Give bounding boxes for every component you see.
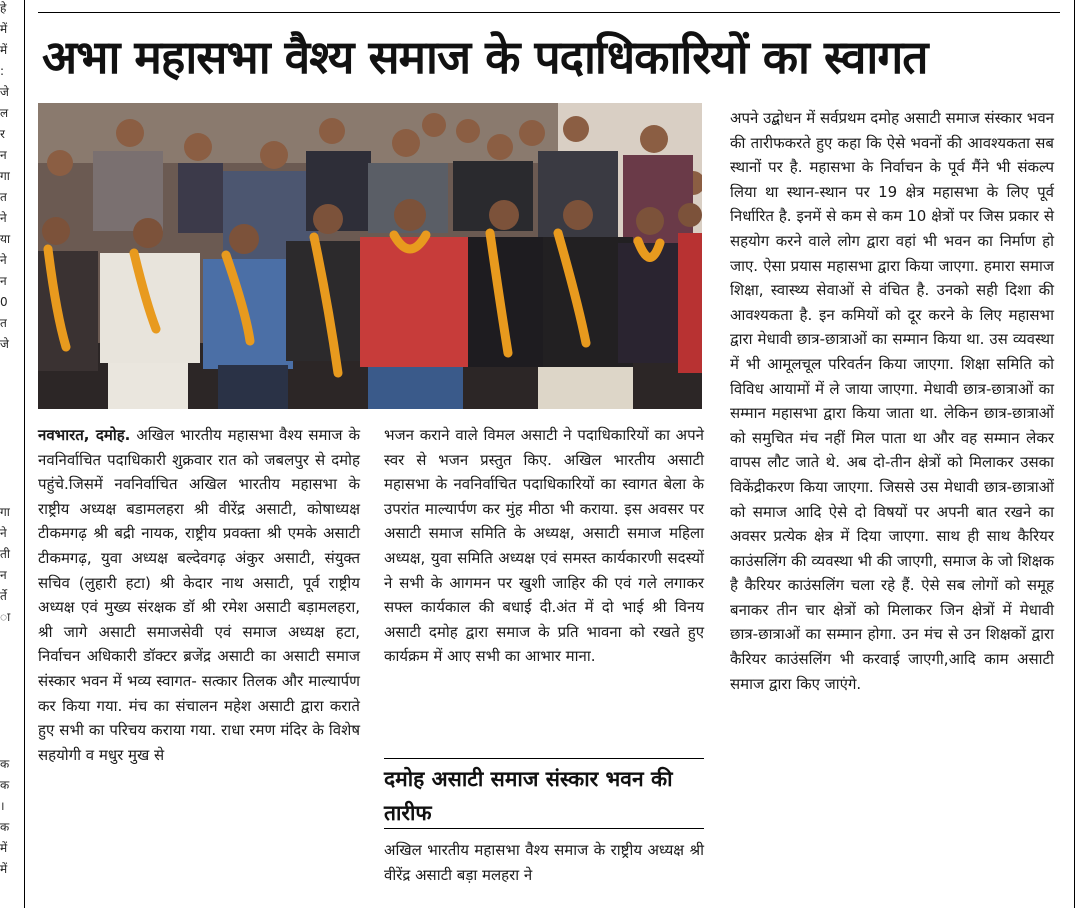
fragment-line: या <box>0 232 11 246</box>
fragment-line: ा <box>0 610 11 624</box>
fragment-line: न <box>0 148 7 162</box>
fragment-line: में <box>0 43 8 57</box>
article-column-3 <box>730 106 1054 696</box>
group-photo-image <box>38 103 702 409</box>
group-photo <box>38 103 702 409</box>
fragment-line: र <box>0 127 5 141</box>
fragment-line <box>0 357 20 378</box>
fragment-line: जे <box>0 85 9 99</box>
fragment-line: हे <box>0 1 7 15</box>
fragment-line: में <box>0 862 8 876</box>
fragment-line: न <box>0 568 7 582</box>
adjacent-column-fragment <box>0 0 20 908</box>
fragment-line: में <box>0 22 8 36</box>
subhead-top-rule <box>384 758 704 759</box>
fragment-line: गा <box>0 505 10 519</box>
fragment-line: र्ते <box>0 589 7 603</box>
article-column-1 <box>38 423 360 767</box>
headline: अभा महासभा वैश्य समाज के पदाधिकारियों का स्वागत <box>42 30 928 84</box>
fragment-line <box>0 441 20 462</box>
fragment-line <box>0 462 20 483</box>
fragment-line <box>0 651 20 672</box>
fragment-line <box>0 735 20 756</box>
fragment-line <box>0 399 20 420</box>
fragment-line <box>0 693 20 714</box>
article-text: भजन कराने वाले विमल असाटी ने पदाधिकारियों का अपने स्वर से भजन प्रस्तुत किए. अखिल भारतीय असाटी महासभा के नवनिर्वाचित पदाधिकारियों का स्वागत बेला के उपरांत माल्यार्पण कर मुंह मीठा भी कराया. इस अवसर पर असाटी समाज समिति के अध्यक्ष, असाटी समाज महिला अध्यक्ष, युवा समिति अध्यक्ष एवं समस्त कार्यकारणी सदस्यों ने सभी के आगमन पर खुशी जाहिर की एवं गले लगाकर सफ्ल कार्यकाल की बधाई दी.अंत में दो भाई श्री विनय असाटी दमोह द्वारा समाज के प्रति भावना को रखते हुए कार्यक्रम में आए सभी का आभार माना. <box>384 426 704 666</box>
right-edge-divider <box>1074 0 1075 908</box>
fragment-line: गा <box>0 169 10 183</box>
fragment-line: । <box>0 799 5 813</box>
article-column-2-continued <box>384 838 704 887</box>
left-column-divider <box>24 0 25 908</box>
headline-top-rule <box>38 12 1060 13</box>
fragment-line <box>0 672 20 693</box>
fragment-line: न <box>0 274 7 288</box>
subhead-bottom-rule <box>384 828 704 829</box>
fragment-line: त <box>0 316 7 330</box>
fragment-line <box>0 420 20 441</box>
fragment-line: ल <box>0 106 9 120</box>
fragment-line: में <box>0 841 8 855</box>
fragment-line <box>0 714 20 735</box>
fragment-line: जे <box>0 337 9 351</box>
fragment-line: क <box>0 778 10 792</box>
fragment-line: ने <box>0 211 7 225</box>
fragment-line: ती <box>0 547 10 561</box>
fragment-line <box>0 630 20 651</box>
fragment-line: ने <box>0 526 7 540</box>
fragment-line: क <box>0 820 10 834</box>
fragment-line: : <box>0 64 5 78</box>
article-text: अखिल भारतीय महासभा वैश्य समाज के नवनिर्वाचित पदाधिकारी शुक्रवार रात को जबलपुर से दमोह पहुंचे.जिसमें नवनिर्वाचित अखिल भारतीय महासभा के राष्ट्रीय अध्यक्ष बडामलहरा श्री वीरेंद्र असाटी, कोषाध्यक्ष टीकमगढ़ श्री बद्री नायक, राष्ट्रीय प्रवक्ता श्री एमके असाटी टीकमगढ़, युवा अध्यक्ष बल्देवगढ़ अंकुर असाटी, संयुक्त सचिव (लुहारी हटा) श्री केदार नाथ असाटी, पूर्व राष्ट्रीय अध्यक्ष एवं मुख्य संरक्षक डॉ श्री रमेश असाटी बड़ामलहरा, श्री जागे असाटी समाजसेवी एवं समाज अध्यक्ष हटा, निर्वाचन अधिकारी डॉक्टर ब्रजेंद्र असाटी का असाटी समाज संस्कार भवन में भव्य स्वागत- सत्कार तिलक और माल्यार्पण कर किया गया. मंच का संचालन महेश असाटी द्वारा कराते हुए सभी का परिचय कराया गया. राधा रमण मंदिर के विशेष सहयोगी व मधुर मुख से <box>38 426 360 764</box>
article-text: अखिल भारतीय महासभा वैश्य समाज के राष्ट्रीय अध्यक्ष श्री वीरेंद्र असाटी बड़ा मलहरा ने <box>384 841 704 884</box>
fragment-line <box>0 483 20 504</box>
article-column-2 <box>384 423 704 669</box>
fragment-line <box>0 378 20 399</box>
fragment-line: ने <box>0 253 7 267</box>
article-text: अपने उद्बोधन में सर्वप्रथम दमोह असाटी समाज संस्कार भवन की तारीफकरते हुए कहा कि ऐसे भवनों की आवश्यकता सब स्थानों पर है. महासभा के निर्वाचन के पूर्व मैंने भी संकल्प लिया था स्थान-स्थान पर 19 क्षेत्र महासभा के लिए पूर्व निर्धारित है. इनमें से कम से कम 10 क्षेत्रों पर जिस प्रकार से सहयोग करने वाले लोग द्वारा वहां भी भवन का निर्माण हो जाए. ऐसा प्रयास महासभा द्वारा किया जाएगा. हमारा समाज शिक्षा, स्वास्थ्य सेवाओं से वंचित है. उनको सही दिशा की आवश्यकता है. इन कमियों को दूर करने के लिए महासभा द्वारा मेधावी छात्र-छात्राओं का सम्मान किया था. उस व्यवस्था में भी आमूलचूल परिवर्तन किया जाएगा. शिक्षा समिति को विविध आयामों में ले जाया जाएगा. मेधावी छात्र-छात्राओं का सम्मान महासभा द्वारा किया जाता था. लेकिन छात्र-छात्राओं को समुचित मंच नहीं मिल पाता था और वह सम्मान लेकर वापस लौट जाते थे. अब दो-तीन क्षेत्रों को मिलाकर उसका विकेंद्रीकरण किया जाएगा. जिससे उस मेधावी छात्र-छात्राओं को समाज आदि ऐसे दो विषयों पर अपनी बात रखने का अवसर प्रत्येक क्षेत्र में दिया जाएगा. साथ ही साथ कैरियर काउंसलिंग की व्यवस्था भी की जाएगी, समाज के जो शिक्षक है कैरियर काउंसलिंग चला रहे हैं. ऐसे सब लोगों को समूह बनाकर तीन चार क्षेत्रों को मिलाकर जिन क्षेत्रों में मेधावी छात्र-छात्राओं का सम्मान होगा. उन मंच से उन शिक्षकों द्वारा कैरियर काउंसलिंग भी करवाई जाएगी,आदि काम असाटी समाज द्वारा किए जाएंगे. <box>730 109 1054 693</box>
fragment-line: क <box>0 757 10 771</box>
fragment-line: त <box>0 190 7 204</box>
fragment-line: 0 <box>0 295 8 309</box>
subheading: दमोह असाटी समाज संस्कार भवन की तारीफ <box>384 767 673 825</box>
dateline: नवभारत, दमोह. <box>38 426 131 444</box>
